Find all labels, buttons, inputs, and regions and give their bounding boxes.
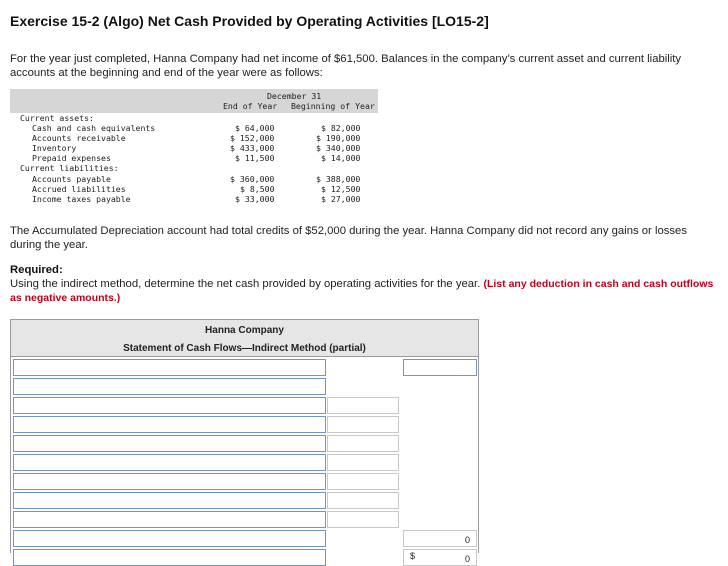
subtotal-amount: 0 [464,535,470,545]
exercise-title: Exercise 15-2 (Algo) Net Cash Provided by Operating Activities [LO15-2] [10,13,489,29]
asset-begin: $ 190,000 [316,133,361,143]
worksheet-row [11,414,478,434]
liability-end: $ 360,000 [230,174,275,184]
required-heading: Required: [10,264,63,276]
worksheet-total-row [11,547,478,566]
worksheet-row [11,357,478,377]
amount-input[interactable] [327,454,399,471]
liability-label: Income taxes payable [32,194,131,204]
asset-begin: $ 82,000 [321,123,361,133]
description-select[interactable] [13,473,326,490]
liability-begin: $ 388,000 [316,174,361,184]
liability-end: $ 8,500 [240,184,275,194]
intro-paragraph: For the year just completed, Hanna Company had net income of $61,500. Balances in the company’s current asset and current liability accounts at the beginning and end of the year were as follows: [10,53,682,79]
required-note: (List any deduction in cash and cash outflows as negative amounts.) [10,278,714,304]
description-select[interactable] [13,359,326,376]
worksheet-row [11,509,478,529]
amount-input[interactable] [327,511,399,528]
amount-input[interactable] [327,435,399,452]
worksheet-header [11,320,478,357]
total-dollar-sign: $ [410,551,416,561]
worksheet-row [11,376,478,396]
total-amount: 0 [464,554,470,564]
asset-end: $ 64,000 [235,123,275,133]
liability-label: Accounts payable [32,174,111,184]
required-instructions [10,277,720,305]
amount-input[interactable] [327,416,399,433]
current-liabilities-label: Current liabilities: [20,163,119,173]
header-end-of-year: End of Year [223,101,278,111]
asset-label: Accounts receivable [32,133,126,143]
description-select[interactable] [13,416,326,433]
amount-input[interactable] [327,397,399,414]
required-text: Using the indirect method, determine the net cash provided by operating activities for the year. [10,278,481,290]
liability-end: $ 33,000 [235,194,275,204]
description-select[interactable] [13,530,326,547]
description-select[interactable] [13,549,326,566]
description-select[interactable] [13,378,326,395]
asset-begin: $ 340,000 [316,143,361,153]
liability-begin: $ 27,000 [321,194,361,204]
amount-input[interactable] [327,473,399,490]
asset-label: Prepaid expenses [32,153,111,163]
worksheet-row [11,395,478,415]
depreciation-paragraph: The Accumulated Depreciation account had total credits of $52,000 during the year. Hanna Company did not record any gains or losses during the year. [10,225,687,251]
asset-label: Cash and cash equivalents [32,123,156,133]
worksheet-row [11,452,478,472]
total-input[interactable] [403,359,477,376]
asset-end: $ 152,000 [230,133,275,143]
description-select[interactable] [13,454,326,471]
asset-end: $ 433,000 [230,143,275,153]
amount-input[interactable] [327,492,399,509]
subtotal-value [403,530,477,547]
asset-label: Inventory [32,143,77,153]
current-assets-label: Current assets: [20,113,94,123]
header-beginning-of-year: Beginning of Year [291,101,375,111]
asset-end: $ 11,500 [235,153,275,163]
balances-table [10,89,378,212]
worksheet-row [11,471,478,491]
worksheet-subtotal-row [11,528,478,548]
liability-label: Accrued liabilities [32,184,126,194]
description-select[interactable] [13,397,326,414]
description-select[interactable] [13,511,326,528]
liability-begin: $ 12,500 [321,184,361,194]
description-select[interactable] [13,435,326,452]
worksheet-row [11,433,478,453]
header-december: December 31 [267,91,322,101]
worksheet-company: Hanna Company [205,325,284,336]
worksheet-row [11,490,478,510]
cash-flow-worksheet [10,319,479,564]
description-select[interactable] [13,492,326,509]
asset-begin: $ 14,000 [321,153,361,163]
worksheet-statement-title: Statement of Cash Flows—Indirect Method (partial) [123,343,366,354]
